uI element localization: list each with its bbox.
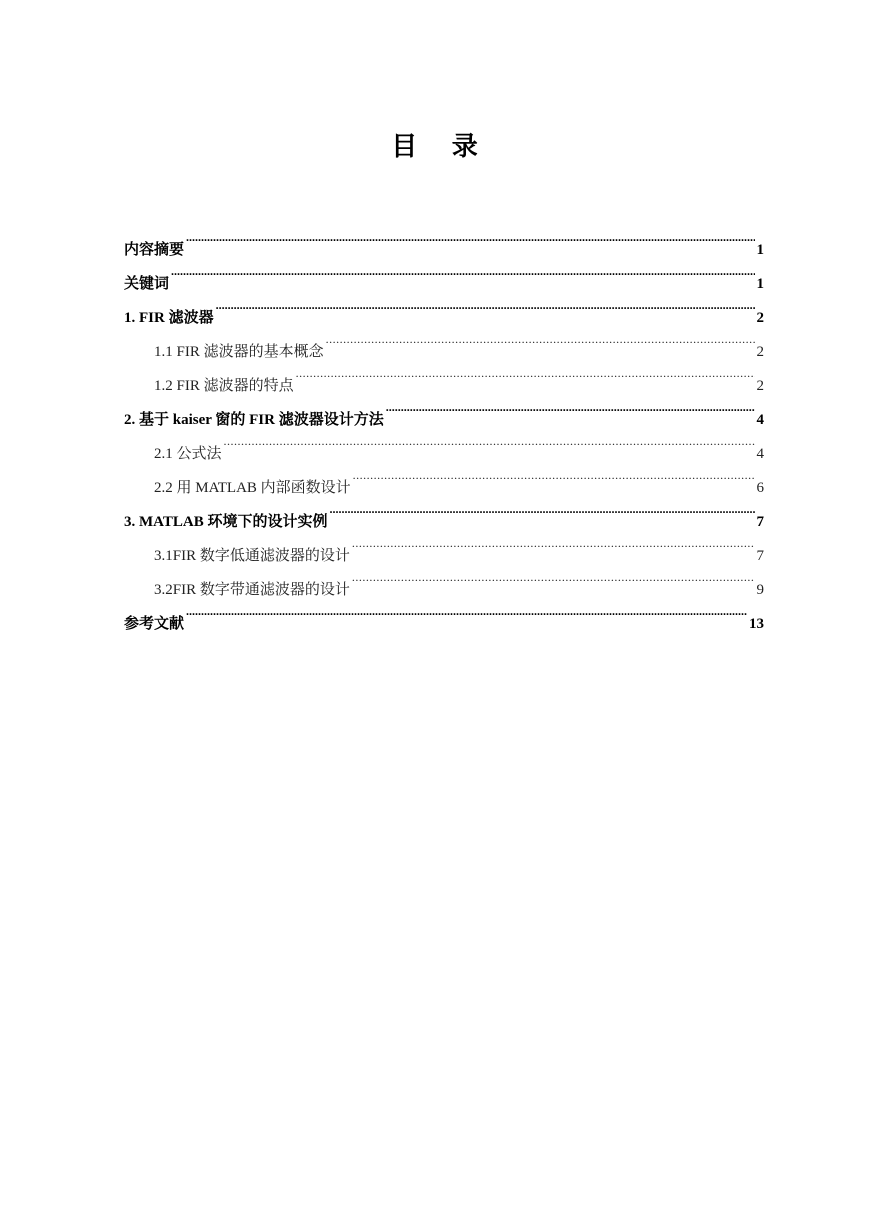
toc-page-number: 2 [756, 310, 764, 326]
toc-page-number: 1 [756, 276, 764, 292]
toc-entry-label: 3.1FIR 数字低通滤波器的设计 [154, 548, 350, 564]
toc-entry-label: 3. MATLAB 环境下的设计实例 [124, 514, 328, 530]
page-title: 目 录 [391, 132, 492, 161]
toc-page-number: 2 [756, 344, 764, 360]
toc-page-number: 6 [756, 480, 764, 496]
toc-entry-label: 内容摘要 [124, 242, 185, 258]
toc-entry-label: 1. FIR 滤波器 [124, 310, 214, 326]
toc-entry-section-1-1[interactable] [124, 322, 764, 360]
toc-dot-leader [171, 254, 754, 288]
toc-page-number: 7 [756, 548, 764, 564]
toc-dot-leader [353, 458, 755, 492]
toc-dot-leader [186, 594, 747, 628]
toc-entry-section-1[interactable] [124, 288, 764, 326]
toc-entry-label: 2.1 公式法 [154, 446, 222, 462]
toc-entry-label: 参考文献 [124, 616, 185, 632]
toc-page-number: 13 [749, 616, 764, 632]
toc-entry-label: 1.1 FIR 滤波器的基本概念 [154, 344, 324, 360]
toc-dot-leader [386, 390, 755, 424]
toc-dot-leader [186, 220, 754, 254]
toc-page-number: 4 [756, 412, 764, 428]
toc-page-number: 2 [756, 378, 764, 394]
toc-dot-leader [296, 356, 755, 390]
toc-entry-label: 关键词 [124, 276, 170, 292]
toc-dot-leader [326, 322, 755, 356]
toc-entry-label: 1.2 FIR 滤波器的特点 [154, 378, 294, 394]
toc-entry-references[interactable] [124, 594, 764, 632]
toc-dot-leader [352, 526, 755, 560]
toc-dot-leader [352, 560, 755, 594]
toc-page-number: 4 [756, 446, 764, 462]
toc-entry-label: 2.2 用 MATLAB 内部函数设计 [154, 480, 351, 496]
toc-dot-leader [224, 424, 755, 458]
table-of-contents [124, 220, 764, 632]
toc-entry-keywords[interactable] [124, 254, 764, 292]
toc-page-number: 9 [756, 582, 764, 598]
toc-entry-label: 3.2FIR 数字带通滤波器的设计 [154, 582, 350, 598]
toc-page-number: 1 [756, 242, 764, 258]
toc-entry-abstract[interactable] [124, 220, 764, 258]
toc-entry-label: 2. 基于 kaiser 窗的 FIR 滤波器设计方法 [124, 412, 384, 428]
toc-dot-leader [329, 492, 754, 526]
toc-page-number: 7 [756, 514, 764, 530]
toc-dot-leader [216, 288, 755, 322]
